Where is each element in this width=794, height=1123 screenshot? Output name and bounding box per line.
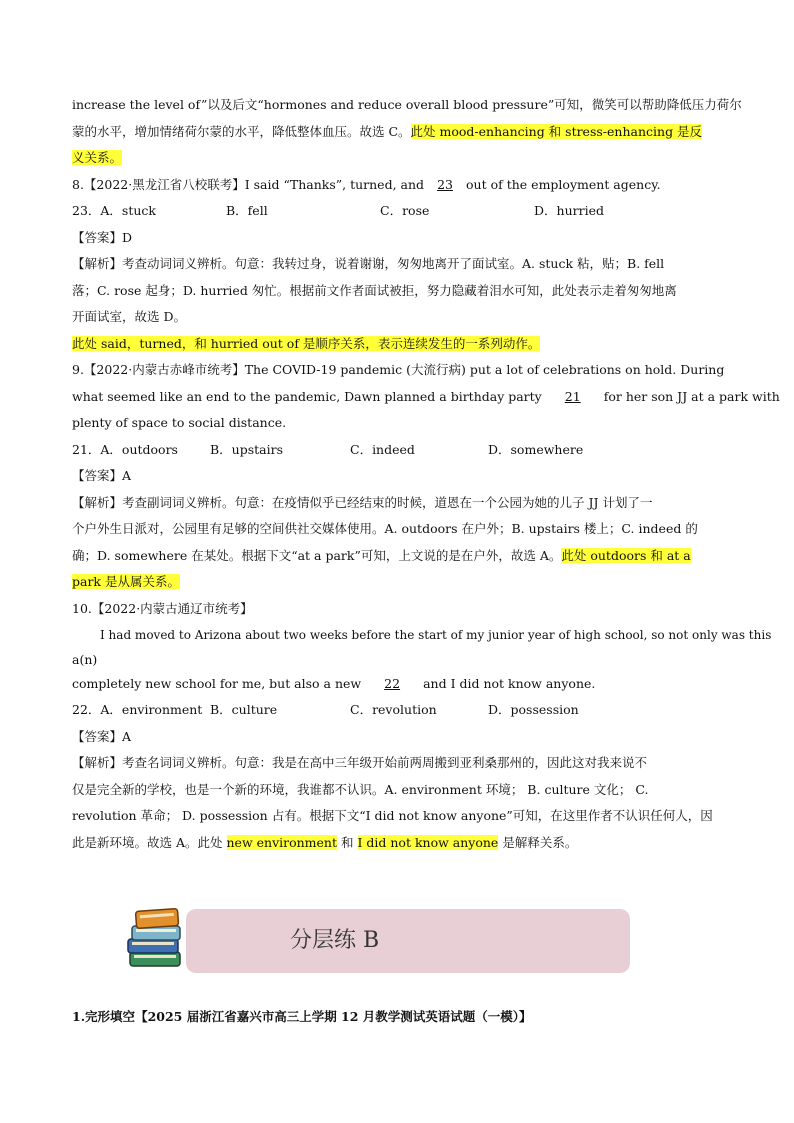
q7-highlight-end: 义关系。 bbox=[72, 150, 123, 165]
q10-line-3a: completely new school for me, but also a new bbox=[72, 675, 362, 691]
q8-option-a: 23．A．stuck bbox=[72, 203, 156, 218]
document-body bbox=[72, 92, 780, 856]
q8-option-c: C．rose bbox=[380, 203, 430, 218]
q8-analysis-2: 落；C. rose 起身；D. hurried 匆忙。根据前文作者面试被拒，努力隐藏着泪水可知，此处表示走着匆匆地离 bbox=[72, 282, 677, 298]
q9-line-2a: what seemed like an end to the pandemic, Dawn planned a birthday party bbox=[72, 388, 542, 404]
q7-line-1: increase the level of”以及后文“hormones and reduce overall blood pressure”可知，微笑可以帮助降低压力荷尔 bbox=[72, 97, 742, 112]
q10-analysis-mid: 和 bbox=[341, 834, 354, 850]
q9-analysis-2: 个户外生日派对，公园里有足够的空间供社交媒体使用。A. outdoors 在户外；B. upstairs 楼上；C. indeed 的 bbox=[72, 521, 698, 536]
q9-option-d: D．somewhere bbox=[488, 441, 584, 457]
q9-line-1: The COVID-19 pandemic (大流行病) put a lot of celebrations on hold. During bbox=[244, 362, 725, 377]
q8-note-line bbox=[72, 331, 724, 358]
q10-options bbox=[72, 697, 724, 724]
q8-source: 8.【2022·黑龙江省八校联考】 bbox=[72, 176, 245, 192]
q10-line-3b: and I did not know anyone. bbox=[423, 675, 596, 691]
q10-option-d: D．possession bbox=[488, 702, 579, 717]
section-banner bbox=[186, 909, 630, 973]
q10-analysis-1: 【解析】考查名词词义辨析。句意：我是在高中三年级开始前两周搬到亚利桑那州的，因此这对我来说不 bbox=[72, 755, 648, 770]
q9-option-c: C．indeed bbox=[350, 441, 415, 457]
q10-stem-2: a(n) bbox=[72, 651, 98, 667]
cloze-label: 1.完形填空 bbox=[72, 1009, 136, 1024]
q10-answer: 【答案】A bbox=[72, 728, 132, 744]
q10-blank: 22 bbox=[384, 675, 401, 691]
q9-stem-3: plenty of space to social distance. bbox=[72, 415, 287, 430]
q10-stem-1: I had moved to Arizona about two weeks before the start of my junior year of high school, so not only was this bbox=[100, 628, 772, 642]
q8-sentence-a: I said “Thanks”, turned, and bbox=[244, 176, 425, 192]
q10-option-b: B．culture bbox=[210, 702, 278, 717]
q9-highlight: 此处 outdoors 和 at a bbox=[561, 547, 691, 563]
q8-stem bbox=[72, 172, 724, 199]
q7-line-2 bbox=[72, 119, 724, 146]
q9-blank: 21 bbox=[564, 388, 581, 404]
q9-analysis-1: 【解析】考查副词词义辨析。句意：在疫情似乎已经结束的时候，道恩在一个公园为她的儿子 JJ 计划了一 bbox=[72, 494, 653, 510]
q8-blank: 23 bbox=[437, 176, 453, 192]
cloze-heading bbox=[72, 1004, 532, 1030]
q8-sentence-b: out of the employment agency. bbox=[466, 176, 661, 192]
q10-highlight-2: I did not know anyone bbox=[357, 834, 499, 850]
q8-option-b: B．fell bbox=[226, 203, 268, 218]
q7-line-3 bbox=[72, 145, 724, 172]
q9-analysis-3 bbox=[72, 543, 724, 570]
q8-analysis-1: 【解析】考查动词词义辨析。句意：我转过身，说着谢谢，匆匆地离开了面试室。A. stuck 粘，贴；B. fell bbox=[72, 256, 665, 271]
q10-source: 10.【2022·内蒙古通辽市统考】 bbox=[72, 600, 253, 616]
q9-option-a: 21．A．outdoors bbox=[72, 441, 178, 457]
q9-line-2b: for her son JJ at a park with bbox=[603, 388, 780, 404]
q10-analysis-2: 仅是完全新的学校，也是一个新的环境，我谁都不认识。A. environment 环境； B. culture 文化； C. bbox=[72, 781, 649, 797]
q10-option-a: 22．A．environment bbox=[72, 702, 203, 717]
q9-analysis-text: 确；D. somewhere 在某处。根据下文“at a park”可知，上文说的是在户外，故选 A。 bbox=[72, 547, 562, 563]
books-icon bbox=[126, 902, 186, 972]
q9-analysis-4 bbox=[72, 569, 724, 596]
q9-stem-2 bbox=[72, 384, 780, 411]
q8-answer: 【答案】D bbox=[72, 229, 133, 245]
q8-options bbox=[72, 198, 724, 225]
q10-analysis-text: 此是新环境。故选 A。此处 bbox=[72, 834, 223, 850]
q10-stem-3 bbox=[72, 671, 724, 698]
q9-highlight-end: park 是从属关系。 bbox=[72, 574, 180, 589]
q8-option-d: D．hurried bbox=[534, 203, 604, 218]
q10-option-c: C．revolution bbox=[350, 702, 437, 717]
q9-source: 9.【2022·内蒙古赤峰市统考】 bbox=[72, 362, 245, 377]
q7-text: 蒙的水平，增加情绪荷尔蒙的水平，降低整体血压。故选 C。 bbox=[72, 123, 411, 139]
section-title: 分层练 B bbox=[290, 928, 380, 953]
q10-analysis-4 bbox=[72, 830, 724, 857]
q8-note: 此处 said，turned，和 hurried out of 是顺序关系，表示连续发生的一系列动作。 bbox=[72, 335, 541, 351]
cloze-source: 【2025 届浙江省嘉兴市高三上学期 12 月教学测试英语试题（一模）】 bbox=[135, 1009, 532, 1024]
q9-option-b: B．upstairs bbox=[210, 441, 284, 457]
q9-options bbox=[72, 437, 724, 464]
q10-analysis-3: revolution 革命； D. possession 占有。根据下文“I did not know anyone”可知，在这里作者不认识任何人，因 bbox=[72, 808, 713, 823]
q7-highlight: 此处 mood-enhancing 和 stress-enhancing 是反 bbox=[410, 123, 703, 139]
q9-answer: 【答案】A bbox=[72, 468, 132, 483]
q10-highlight-1: new environment bbox=[226, 834, 338, 850]
q9-stem-1 bbox=[72, 357, 724, 384]
q8-analysis-3: 开面试室，故选 D。 bbox=[72, 309, 186, 324]
q10-analysis-end: 是解释关系。 bbox=[502, 834, 578, 850]
